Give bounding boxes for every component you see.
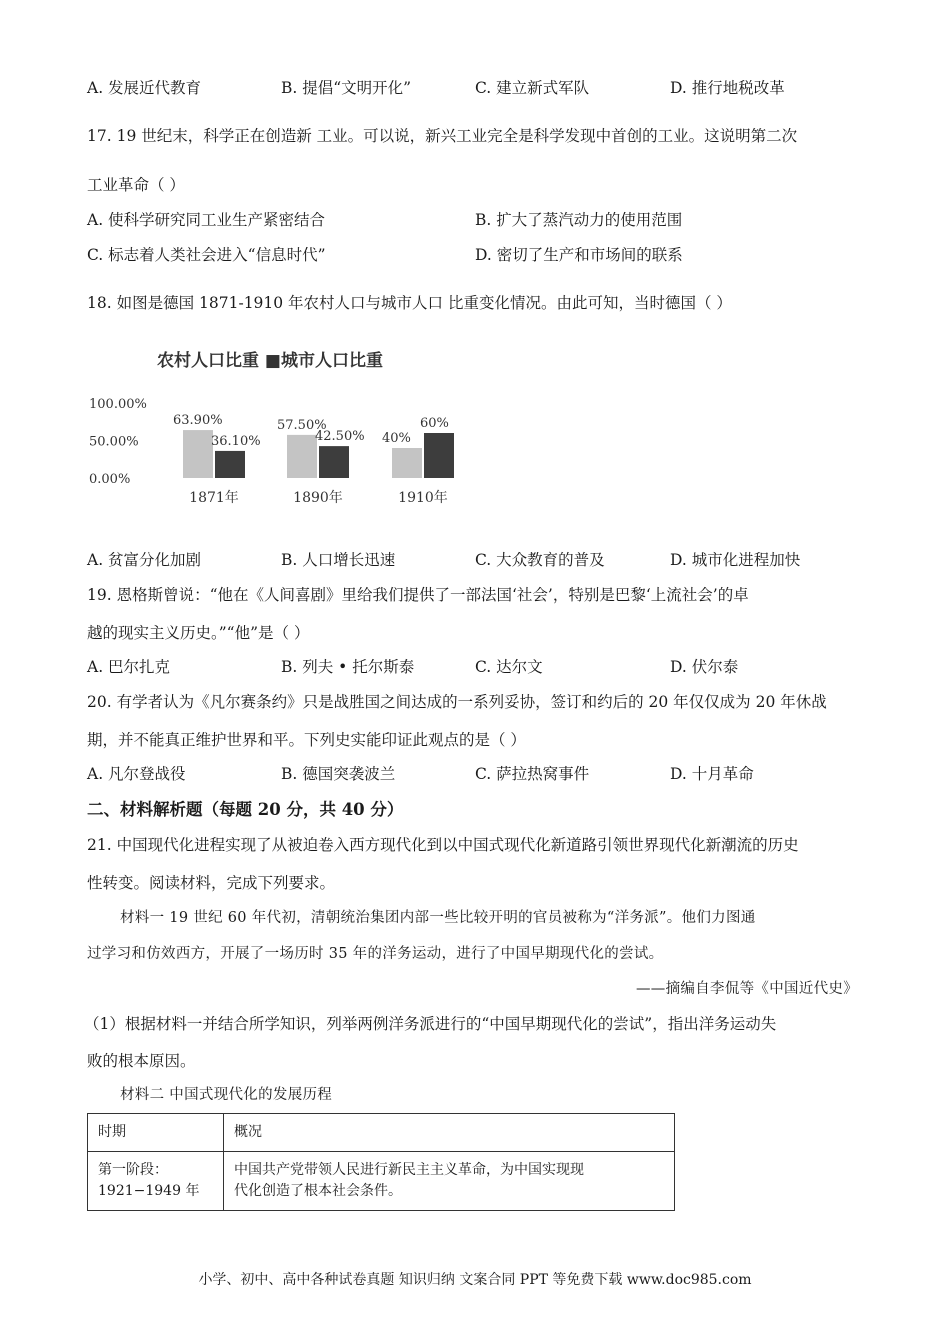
urban-bar [319,446,349,478]
chart-legend: 农村人口比重 ■城市人口比重 [157,351,383,371]
q16-option-c: C. 建立新式军队 [475,79,590,97]
q18-option-b: B. 人口增长迅速 [281,551,396,569]
y-tick-label: 100.00% [89,397,147,412]
q20-stem-line2: 期，并不能真正维护世界和平。下列史实能印证此观点的是（ ） [87,731,526,749]
summary-line2: 代化创造了根本社会条件。 [234,1183,402,1199]
material1-line2: 过学习和仿效西方，开展了一场历时 35 年的洋务运动，进行了中国早期现代化的尝试。 [87,946,664,962]
q21-stem-line2: 性转变。阅读材料，完成下列要求。 [87,874,336,892]
q16-option-b: B. 提倡“文明开化” [281,79,412,97]
q19-option-c: C. 达尔文 [475,658,543,676]
chart-svg [85,340,465,520]
table-cell-summary [224,1152,675,1211]
q16-option-a: A. 发展近代教育 [87,79,202,97]
y-tick-label: 50.00% [89,434,139,450]
x-tick-label: 1910年 [398,490,448,506]
q20-stem-line1: 20. 有学者认为《凡尔赛条约》只是战胜国之间达成的一系列妥协，签订和约后的 20 年仅仅成为 20 年休战 [87,693,827,711]
data-label: 36.10% [211,433,261,449]
rural-bar [287,435,317,478]
population-chart [85,340,465,520]
material2-table [87,1113,675,1211]
x-tick-label: 1871年 [189,490,239,506]
period-line1: 第一阶段： [98,1162,168,1178]
material2-title: 材料二 中国式现代化的发展历程 [120,1087,333,1103]
rural-bar [183,430,213,478]
period-line2: 1921−1949 年 [98,1183,200,1199]
urban-bar [215,451,245,478]
q21-sub1-line2: 败的根本原因。 [87,1052,196,1070]
section-2-title: 二、材料解析题（每题 20 分，共 40 分） [87,800,404,819]
q17-option-b: B. 扩大了蒸汽动力的使用范围 [475,211,683,229]
data-label: 57.50% [277,417,327,433]
y-tick-label: 0.00% [89,472,131,487]
data-label: 42.50% [315,429,365,445]
q18-option-c: C. 大众教育的普及 [475,551,605,569]
q20-option-c: C. 萨拉热窝事件 [475,765,590,783]
material1-line1: 材料一 19 世纪 60 年代初，清朝统治集团内部一些比较开明的官员被称为“洋务派”。他们力图通 [120,910,756,926]
table-header-period: 时期 [88,1114,224,1152]
data-label: 63.90% [173,413,223,429]
summary-line1: 中国共产党带领人民进行新民主主义革命，为中国实现现 [234,1162,584,1178]
q19-option-b: B. 列夫 • 托尔斯泰 [281,658,415,676]
q20-option-a: A. 凡尔登战役 [87,765,186,783]
q17-option-c: C. 标志着人类社会进入“信息时代” [87,246,326,264]
q17-stem-line1: 17. 19 世纪末，科学正在创造新 工业。可以说，新兴工业完全是科学发现中首创的工业。这说明第二次 [87,127,798,145]
q19-stem-line1: 19. 恩格斯曾说：“他在《人间喜剧》里给我们提供了一部法国‘社会’，特别是巴黎‘上流社会’的卓 [87,586,749,604]
q19-option-d: D. 伏尔泰 [670,658,739,676]
data-label: 40% [382,431,411,446]
rural-bar [392,448,422,478]
q18-option-a: A. 贫富分化加剧 [87,551,202,569]
q21-stem-line1: 21. 中国现代化进程实现了从被迫卷入西方现代化到以中国式现代化新道路引领世界现代化新潮流的历史 [87,836,799,854]
x-tick-label: 1890年 [293,490,343,506]
material1-source: ——摘编自李侃等《中国近代史》 [636,981,858,997]
q20-option-d: D. 十月革命 [670,765,754,783]
q17-option-a: A. 使科学研究同工业生产紧密结合 [87,211,326,229]
table-header-summary: 概况 [224,1114,675,1152]
table-header-row [88,1114,675,1152]
q18-stem: 18. 如图是德国 1871-1910 年农村人口与城市人口 比重变化情况。由此可知，当时德国（ ） [87,294,732,312]
data-label: 60% [420,416,449,431]
q18-option-d: D. 城市化进程加快 [670,551,801,569]
urban-bar [424,433,454,478]
q21-sub1-line1: （1）根据材料一并结合所学知识，列举两例洋务派进行的“中国早期现代化的尝试”，指出洋务运动失 [84,1015,777,1033]
q17-stem-line2: 工业革命（ ） [87,176,185,194]
table-cell-period [88,1152,224,1211]
page-footer: 小学、初中、高中各种试卷真题 知识归纳 文案合同 PPT 等免费下载 www.doc985.com [198,1272,752,1288]
q20-option-b: B. 德国突袭波兰 [281,765,396,783]
q17-option-d: D. 密切了生产和市场间的联系 [475,246,683,264]
table-row [88,1152,675,1211]
q16-option-d: D. 推行地税改革 [670,79,785,97]
q19-option-a: A. 巴尔扎克 [87,658,171,676]
q19-stem-line2: 越的现实主义历史。”“他”是（ ） [87,624,310,642]
